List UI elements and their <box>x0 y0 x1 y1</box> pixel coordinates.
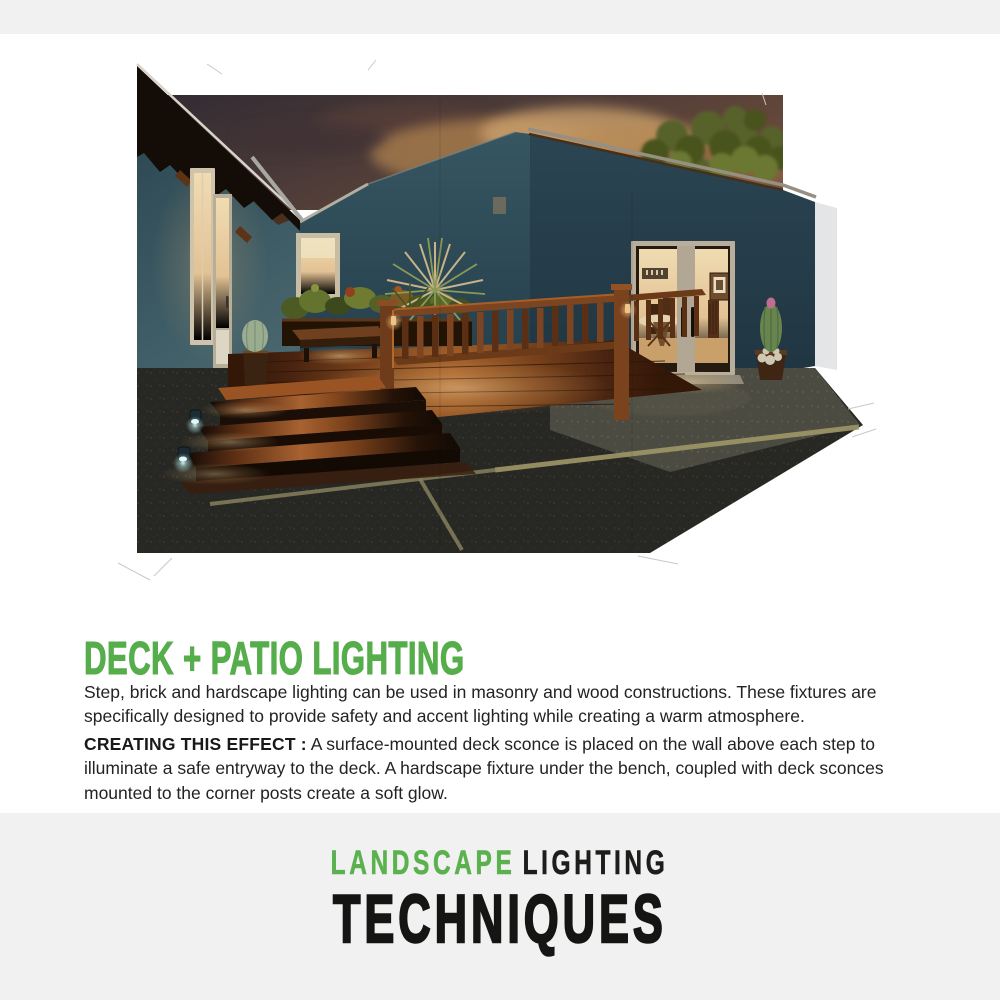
post-sconce <box>625 304 630 313</box>
door-handle <box>226 296 229 308</box>
left-window-door <box>190 168 232 369</box>
effect-paragraph <box>84 732 929 806</box>
brand-line2-wrap <box>0 881 1000 957</box>
brand-line1 <box>331 844 669 882</box>
brand-line1-wrap <box>0 813 1000 882</box>
brand-word-lighting: LIGHTING <box>523 844 669 882</box>
brand-title-techniques: TECHNIQUES <box>333 881 667 957</box>
top-border-strip <box>0 0 1000 34</box>
side-wall-return <box>815 202 837 370</box>
effect-body: A surface-mounted deck sconce is placed on the wall above each step to illuminate a safe entryway to the deck. A hardscape fixture under the bench, coupled with deck sconces mounted to the corner posts create a soft glow. <box>84 733 884 803</box>
small-cactus <box>242 320 268 385</box>
cactus-bloom <box>767 298 776 309</box>
effect-label: CREATING THIS EFFECT : <box>84 733 307 754</box>
intro-paragraph: Step, brick and hardscape lighting can be used in masonry and wood constructions. These fixtures are specifically designed to provide safety and accent lighting while creating a warm atmosphere. <box>84 681 877 726</box>
door-pull-right <box>691 307 695 337</box>
brand-word-landscape: LANDSCAPE <box>331 844 516 882</box>
deck-render-illustration <box>110 58 970 595</box>
wall-vent <box>493 197 506 214</box>
deck-render-figure <box>110 58 970 595</box>
post-sconce <box>391 316 396 325</box>
footer-brand <box>0 813 1000 1000</box>
page-title: DECK + PATIO LIGHTING <box>84 631 465 684</box>
